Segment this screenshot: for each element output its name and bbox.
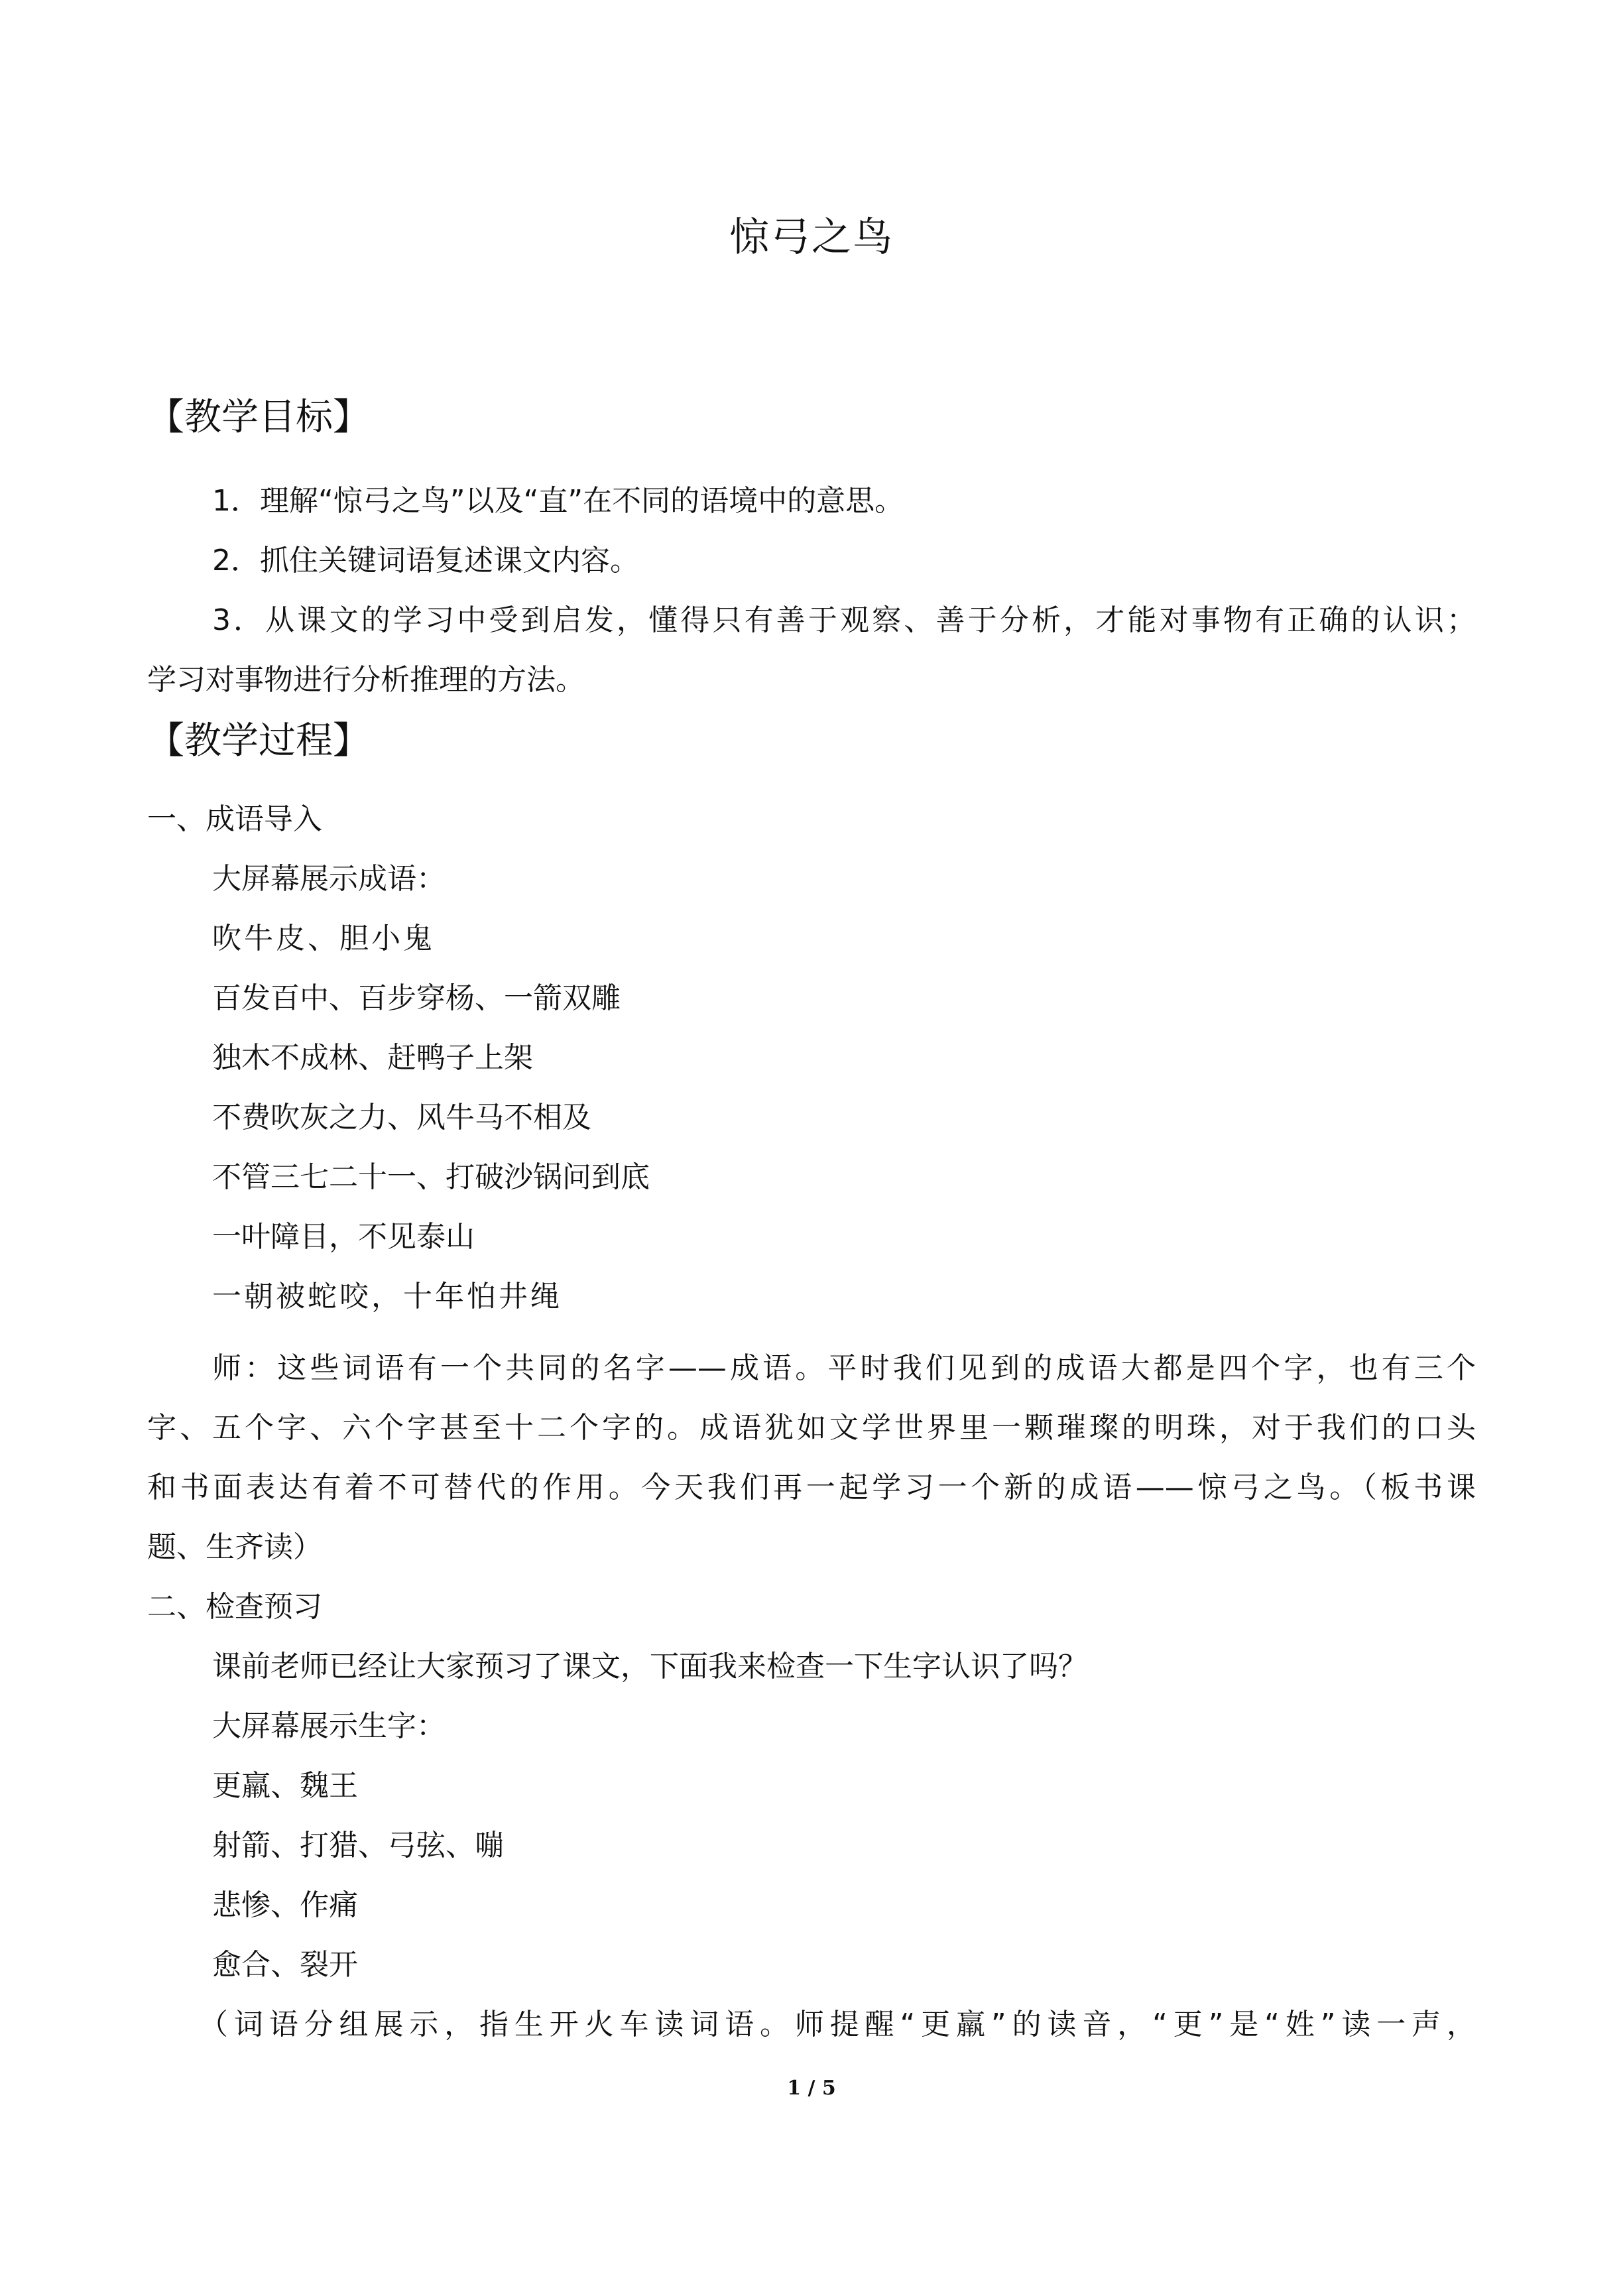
page-indicator: 1 / 5	[787, 2077, 836, 2100]
objective-item-2: 2．抓住关键词语复述课文内容。	[212, 544, 639, 577]
objective-item-3-continued: 学习对事物进行分析推理的方法。	[147, 663, 585, 697]
part2-line-2: 大屏幕展示生字：	[212, 1709, 446, 1743]
objective-item-1: 1．理解“惊弓之鸟”以及“直”在不同的语境中的意思。	[212, 484, 904, 518]
idiom-line-3: 独木不成林、赶鸭子上架	[212, 1041, 533, 1075]
part2-line-5: 悲惨、作痛	[212, 1888, 358, 1922]
part2-line-7: （词语分组展示，指生开火车读词语。师提醒“更羸”的读音，“更”是“姓”读一声，	[199, 2008, 1476, 2041]
idiom-line-5: 不管三七二十一、打破沙锅问到底	[212, 1160, 650, 1194]
idiom-line-6: 一叶障目，不见泰山	[212, 1220, 475, 1254]
document-title: 惊弓之鸟	[729, 214, 894, 261]
part2-line-4: 射箭、打猎、弓弦、嘣	[212, 1829, 504, 1862]
teacher-text-line-3: 和书面表达有着不可替代的作用。今天我们再一起学习一个新的成语——惊弓之鸟。（板书课	[147, 1471, 1476, 1504]
part2-heading: 二、检查预习	[147, 1590, 322, 1624]
idiom-line-2: 百发百中、百步穿杨、一箭双雕	[212, 981, 621, 1015]
teacher-text-line-1: 师：这些词语有一个共同的名字——成语。平时我们见到的成语大都是四个字，也有三个	[212, 1351, 1476, 1385]
part1-intro: 大屏幕展示成语：	[212, 862, 446, 896]
teacher-text-line-2: 字、五个字、六个字甚至十二个字的。成语犹如文学世界里一颗璀璨的明珠，对于我们的口头	[147, 1411, 1476, 1445]
idiom-line-7: 一朝被蛇咬，十年怕井绳	[212, 1280, 562, 1313]
teacher-text-line-4: 题、生齐读）	[147, 1530, 322, 1564]
idiom-line-1: 吹牛皮、胆小鬼	[212, 922, 435, 955]
process-heading: 【教学过程】	[147, 719, 370, 762]
part2-line-1: 课前老师已经让大家预习了课文，下面我来检查一下生字认识了吗？	[212, 1650, 1087, 1683]
objective-item-3: 3．从课文的学习中受到启发，懂得只有善于观察、善于分析，才能对事物有正确的认识；	[212, 603, 1476, 637]
part1-heading: 一、成语导入	[147, 802, 322, 836]
part2-line-3: 更羸、魏王	[212, 1769, 358, 1803]
idiom-line-4: 不费吹灰之力、风牛马不相及	[212, 1101, 591, 1134]
objectives-heading: 【教学目标】	[147, 396, 370, 439]
part2-line-6: 愈合、裂开	[212, 1948, 358, 1982]
